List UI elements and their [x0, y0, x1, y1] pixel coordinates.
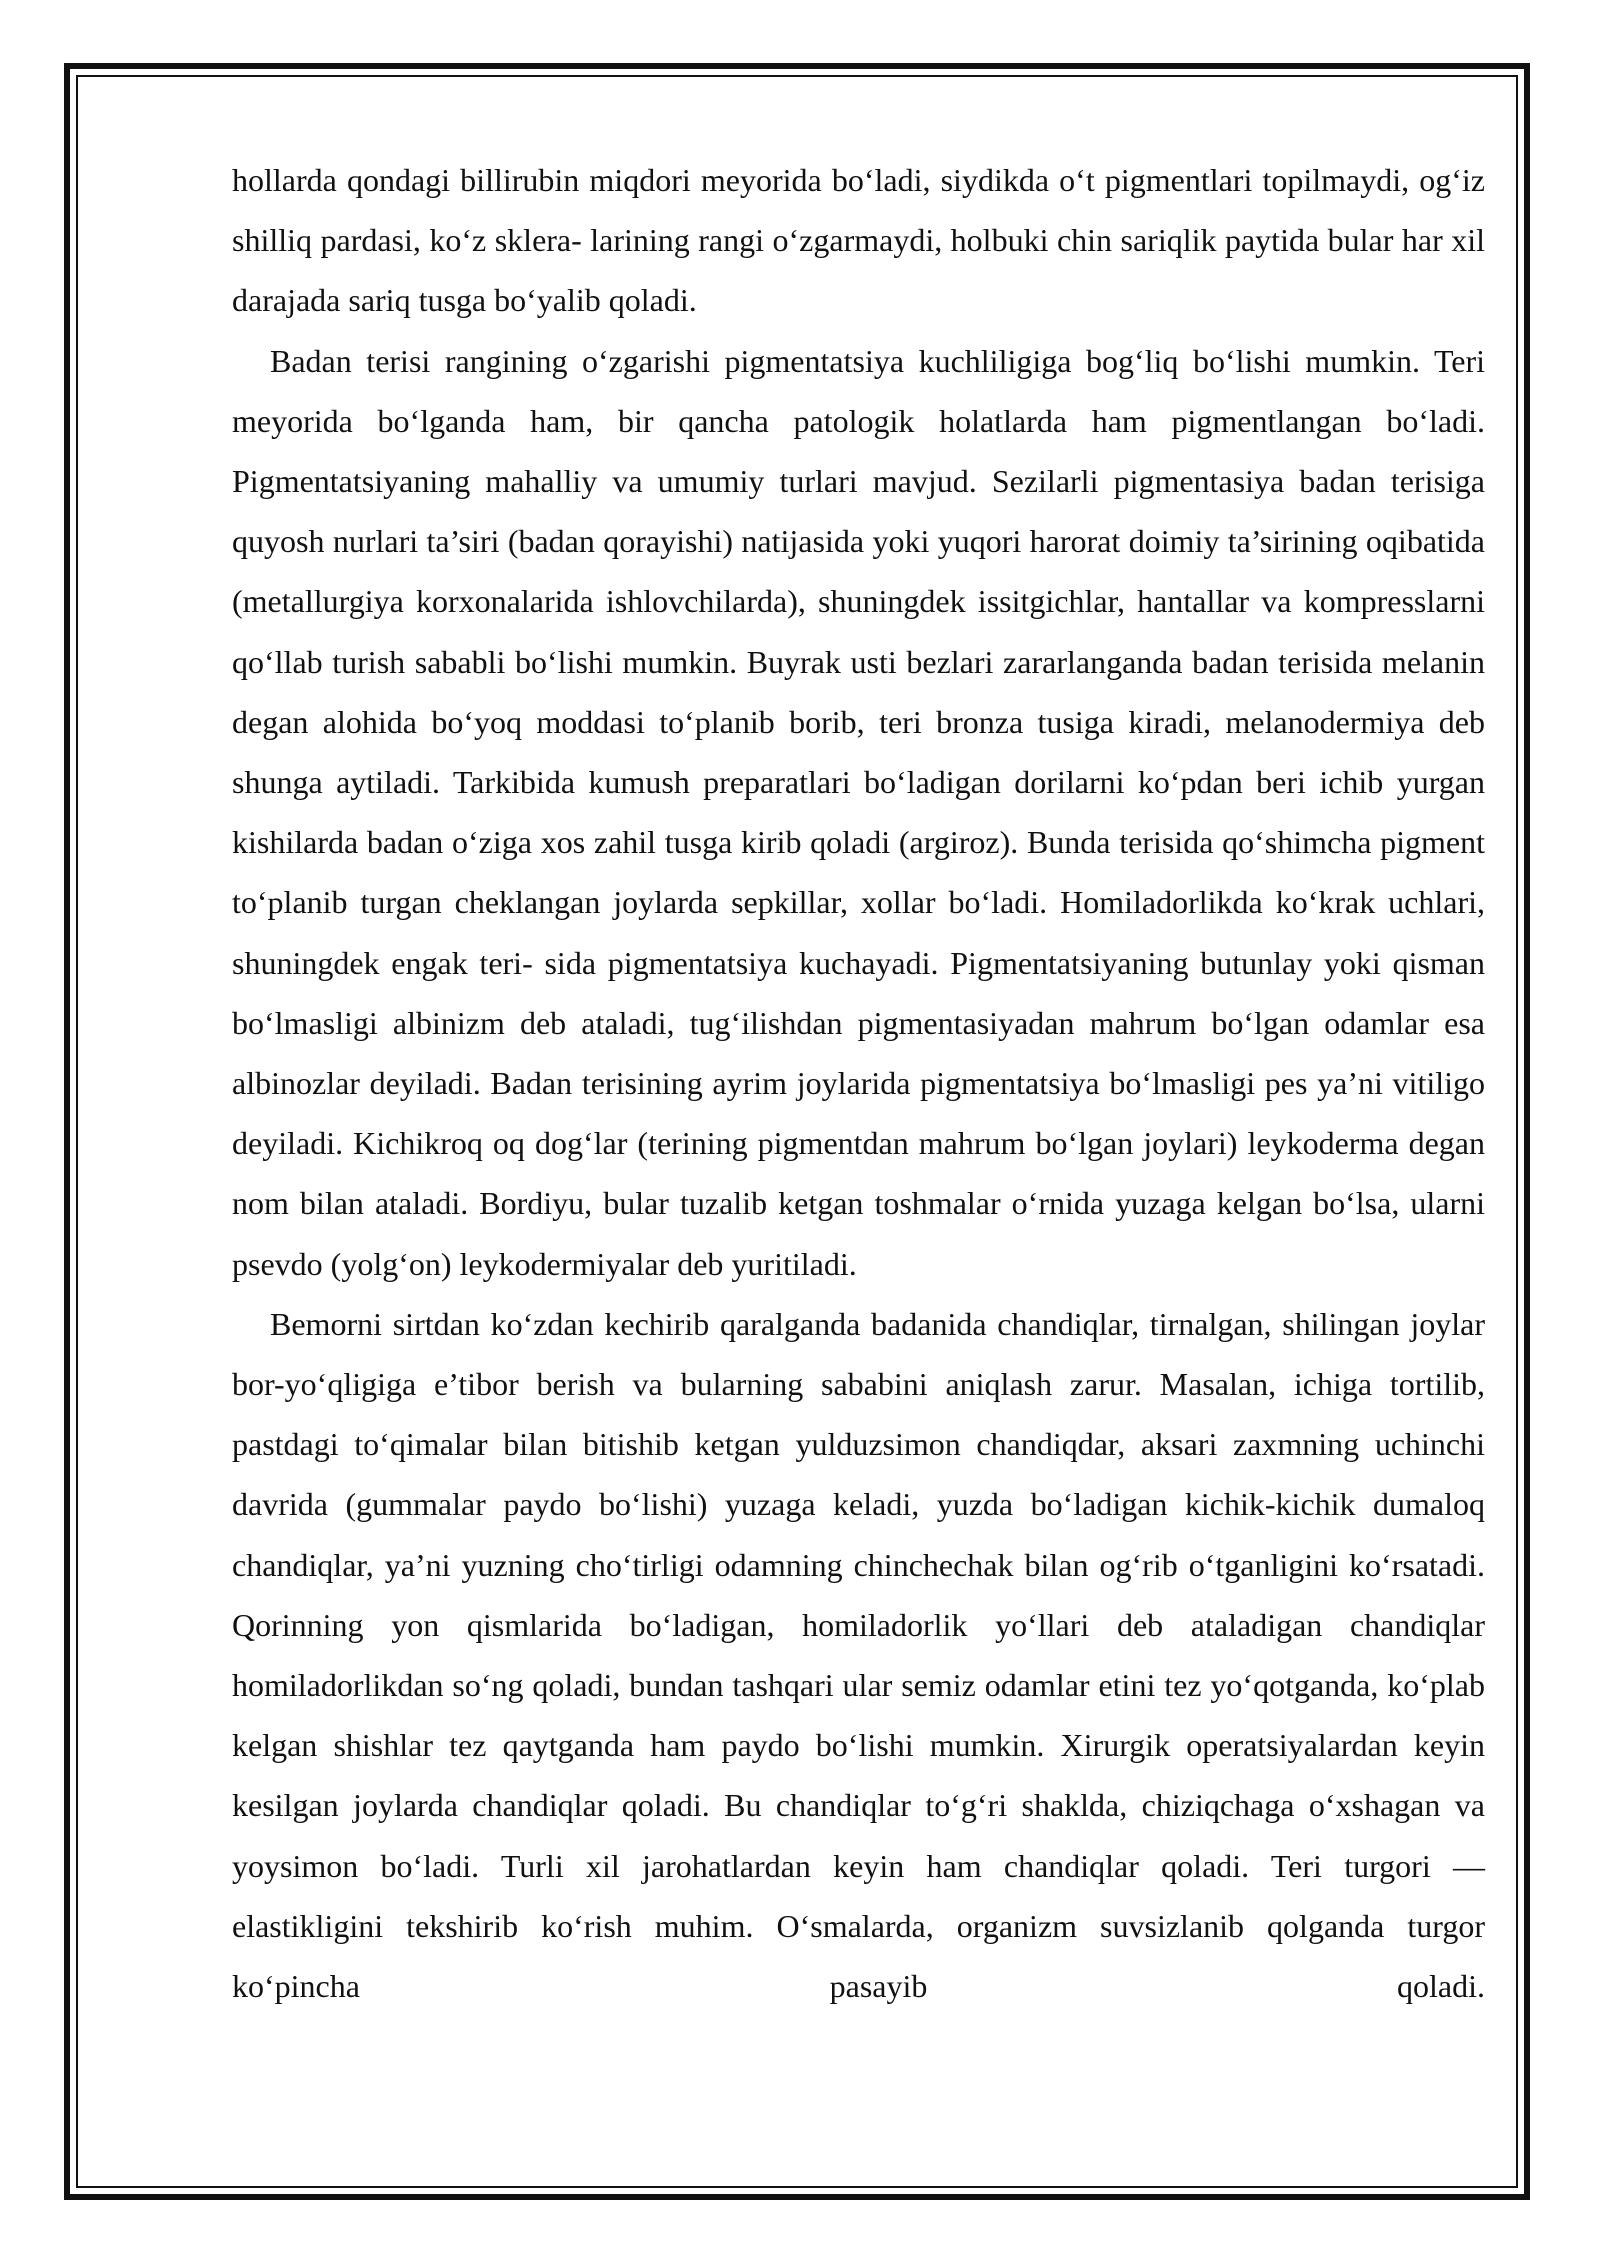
paragraph-3: Bemorni sirtdan ko‘zdan kechirib qaralganda badanida chandiqlar, tirnalgan, shilingan joylar bor-yo‘qligiga e’tibor berish va bularning sababini aniqlash zarur. Masalan, ichiga tortilib, pastdagi to‘qimalar bilan bitishib ketgan yulduzsimon chandiqdar, aksari zaxmning uchinchi davrida (gummalar paydo bo‘lishi) yuzaga keladi, yuzda bo‘ladigan kichik-kichik dumaloq chandiqlar, ya’ni yuzning cho‘tirligi odamning chinchechak bilan og‘rib o‘tganligini ko‘rsatadi. Qorinning yon qismlarida bo‘ladigan, homiladorlik yo‘llari deb ataladigan chandiqlar homiladorlikdan so‘ng qoladi, bundan tashqari ular semiz odamlar etini tez yo‘qotganda, ko‘plab kelgan shishlar tez qaytganda ham paydo bo‘lishi mumkin. Xirurgik operatsiyalardan keyin kesilgan joylarda chandiqlar qoladi. Bu chandiqlar to‘g‘ri shaklda, chiziqchaga o‘xshagan va yoysimon bo‘ladi. Turli xil jarohatlardan keyin ham chandiqlar qoladi. Teri turgori — elastikligini tekshirib ko‘rish muhim. O‘smalarda, organizm suvsizlanib qolganda turgor ko‘pincha pasayib qoladi.: [232, 1305, 1485, 2005]
document-body: [232, 150, 1485, 2016]
paragraph-1: hollarda qondagi billirubin miqdori meyorida bo‘ladi, siydikda o‘t pigmentlari topilmaydi, og‘iz shilliq pardasi, ko‘z sklera- larining rangi o‘zgarmaydi, holbuki chin sariqlik paytida bular har xil darajada sariq tusga bo‘yalib qoladi.: [232, 162, 1485, 319]
paragraph-2: Badan terisi rangining o‘zgarishi pigmentatsiya kuchliligiga bog‘liq bo‘lishi mumkin. Teri meyorida bo‘lganda ham, bir qancha patologik holatlarda ham pigmentlangan bo‘ladi. Pigmentatsiyaning mahalliy va umumiy turlari mavjud. Sezilarli pigmentasiya badan terisiga quyosh nurlari ta’siri (badan qorayishi) natijasida yoki yuqori harorat doimiy ta’sirining oqibatida (metallurgiya korxonalarida ishlovchilarda), shuningdek issitgichlar, hantallar va kompresslarni qo‘llab turish sababli bo‘lishi mumkin. Buyrak usti bezlari zararlanganda badan terisida melanin degan alohida bo‘yoq moddasi to‘planib borib, teri bronza tusiga kiradi, melanodermiya deb shunga aytiladi. Tarkibida kumush preparatlari bo‘ladigan dorilarni ko‘pdan beri ichib yurgan kishilarda badan o‘ziga xos zahil tusga kirib qoladi (argiroz). Bunda terisida qo‘shimcha pigment to‘planib turgan cheklangan joylarda sepkillar, xollar bo‘ladi. Homiladorlikda ko‘krak uchlari, shuningdek engak teri- sida pigmentatsiya kuchayadi. Pigmentatsiyaning butunlay yoki qisman bo‘lmasligi albinizm deb ataladi, tug‘ilishdan pigmentasiyadan mahrum bo‘lgan odamlar esa albinozlar deyiladi. Badan terisining ayrim joylarida pigmentatsiya bo‘lmasligi pes ya’ni vitiligo deyiladi. Kichikroq oq dog‘lar (terining pigmentdan mahrum bo‘lgan joylari) leykoderma degan nom bilan ataladi. Bordiyu, bular tuzalib ketgan toshmalar o‘rnida yuzaga kelgan bo‘lsa, ularni psevdo (yolg‘on) leykodermiyalar deb yuritiladi.: [232, 342, 1485, 1282]
